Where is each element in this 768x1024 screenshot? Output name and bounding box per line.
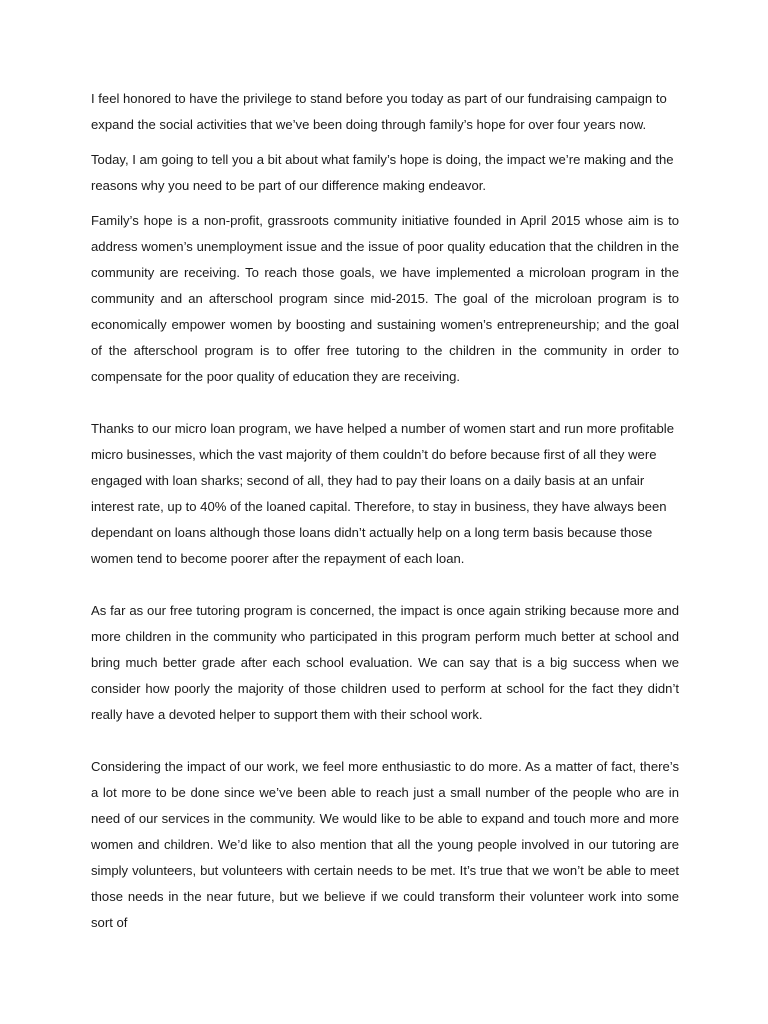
paragraph-spacer bbox=[91, 138, 679, 147]
paragraph-spacer bbox=[91, 572, 679, 598]
paragraph-spacer bbox=[91, 390, 679, 416]
paragraph-overview: Today, I am going to tell you a bit about what family’s hope is doing, the impact we’re making and the reasons why you need to be part of our difference making endeavor. bbox=[91, 152, 674, 193]
document-body bbox=[91, 86, 679, 936]
paragraph-intro: I feel honored to have the privilege to stand before you today as part of our fundraising campaign to expand the social activities that we’ve been doing through family’s hope for over four years now. bbox=[91, 91, 667, 132]
paragraph-microloan-impact: Thanks to our micro loan program, we have helped a number of women start and run more profitable micro businesses, which the vast majority of them couldn’t do before because first of all they were engaged with loan sharks; second of all, they had to pay their loans on a daily basis at an unfair interest rate, up to 40% of the loaned capital. Therefore, to stay in business, they have always been dependant on loans although those loans didn’t actually help on a long term basis because those women tend to become poorer after the repayment of each loan. bbox=[91, 421, 674, 566]
paragraph-tutoring-impact: As far as our free tutoring program is concerned, the impact is once again striking because more and more children in the community who participated in this program perform much better at school and bring much better grade after each school evaluation. We can say that is a big success when we consider how poorly the majority of those children used to perform at school for the fact they didn’t really have a devoted helper to support them with their school work. bbox=[91, 603, 679, 722]
paragraph-spacer bbox=[91, 199, 679, 208]
paragraph-spacer bbox=[91, 728, 679, 754]
paragraph-expansion: Considering the impact of our work, we feel more enthusiastic to do more. As a matter of fact, there’s a lot more to be done since we’ve been able to reach just a small number of the people who are in need of our services in the community. We would like to be able to expand and touch more and more women and children. We’d like to also mention that all the young people involved in our tutoring are simply volunteers, but volunteers with certain needs to be met. It’s true that we won’t be able to meet those needs in the near future, but we believe if we could transform their volunteer work into some sort of bbox=[91, 759, 679, 930]
paragraph-about: Family’s hope is a non-profit, grassroots community initiative founded in April 2015 whose aim is to address women’s unemployment issue and the issue of poor quality education that the children in the community are receiving. To reach those goals, we have implemented a microloan program in the community and an afterschool program since mid-2015. The goal of the microloan program is to economically empower women by boosting and sustaining women’s entrepreneurship; and the goal of the afterschool program is to offer free tutoring to the children in the community in order to compensate for the poor quality of education they are receiving. bbox=[91, 213, 679, 384]
